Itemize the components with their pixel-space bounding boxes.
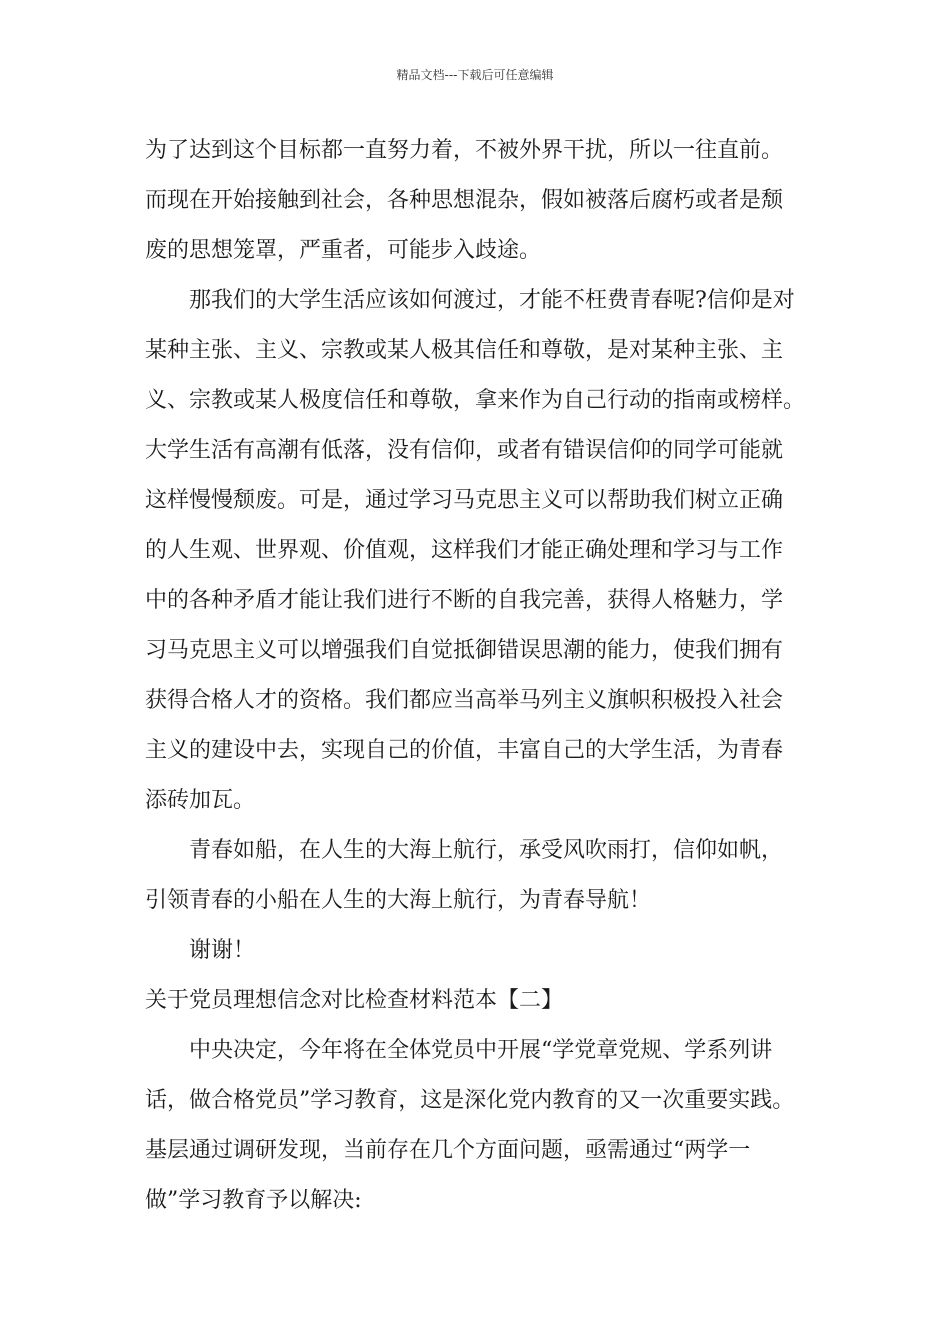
- text-line: 废的思想笼罩，严重者，可能步入歧途。: [145, 238, 542, 263]
- text-line: 为了达到这个目标都一直努力着，不被外界干扰，所以一往直前。: [145, 138, 784, 163]
- document-body: [145, 126, 815, 1226]
- text-line: 话，做合格党员”学习教育，这是深化党内教育的又一次重要实践。: [145, 1088, 795, 1113]
- text-line: 某种主张、主义、宗教或某人极其信任和尊敬，是对某种主张、主: [145, 338, 784, 363]
- text-line: 添砖加瓦。: [145, 788, 256, 813]
- text-line: 而现在开始接触到社会，各种思想混杂，假如被落后腐朽或者是颓: [145, 188, 784, 213]
- text-line: 那我们的大学生活应该如何渡过，才能不枉费青春呢?信仰是对: [189, 288, 795, 313]
- text-line: 谢谢！: [189, 938, 256, 963]
- text-line: 大学生活有高潮有低落，没有信仰，或者有错误信仰的同学可能就: [145, 438, 784, 463]
- text-line: 基层通过调研发现，当前存在几个方面问题，亟需通过“两学一: [145, 1138, 751, 1163]
- text-line: 获得合格人才的资格。我们都应当高举马列主义旗帜积极投入社会: [145, 688, 784, 713]
- text-line: 主义的建设中去，实现自己的价值，丰富自己的大学生活，为青春: [145, 738, 784, 763]
- text-line: 中央决定，今年将在全体党员中开展“学党章党规、学系列讲: [189, 1038, 773, 1063]
- text-line: 关于党员理想信念对比检查材料范本【二】: [145, 988, 564, 1013]
- text-line: 义、宗教或某人极度信任和尊敬，拿来作为自己行动的指南或榜样。: [145, 388, 806, 413]
- text-line: 这样慢慢颓废。可是，通过学习马克思主义可以帮助我们树立正确: [145, 488, 784, 513]
- text-line: 引领青春的小船在人生的大海上航行，为青春导航！: [145, 888, 652, 913]
- text-line: 做”学习教育予以解决:: [145, 1188, 362, 1213]
- text-line: 青春如船，在人生的大海上航行，承受风吹雨打，信仰如帆，: [189, 838, 784, 863]
- text-line: 中的各种矛盾才能让我们进行不断的自我完善，获得人格魅力，学: [145, 588, 784, 613]
- text-line: 的人生观、世界观、价值观，这样我们才能正确处理和学习与工作: [145, 538, 784, 563]
- page-header: 精品文档---下载后可任意编辑: [396, 68, 554, 82]
- text-line: 习马克思主义可以增强我们自觉抵御错误思潮的能力，使我们拥有: [145, 638, 784, 663]
